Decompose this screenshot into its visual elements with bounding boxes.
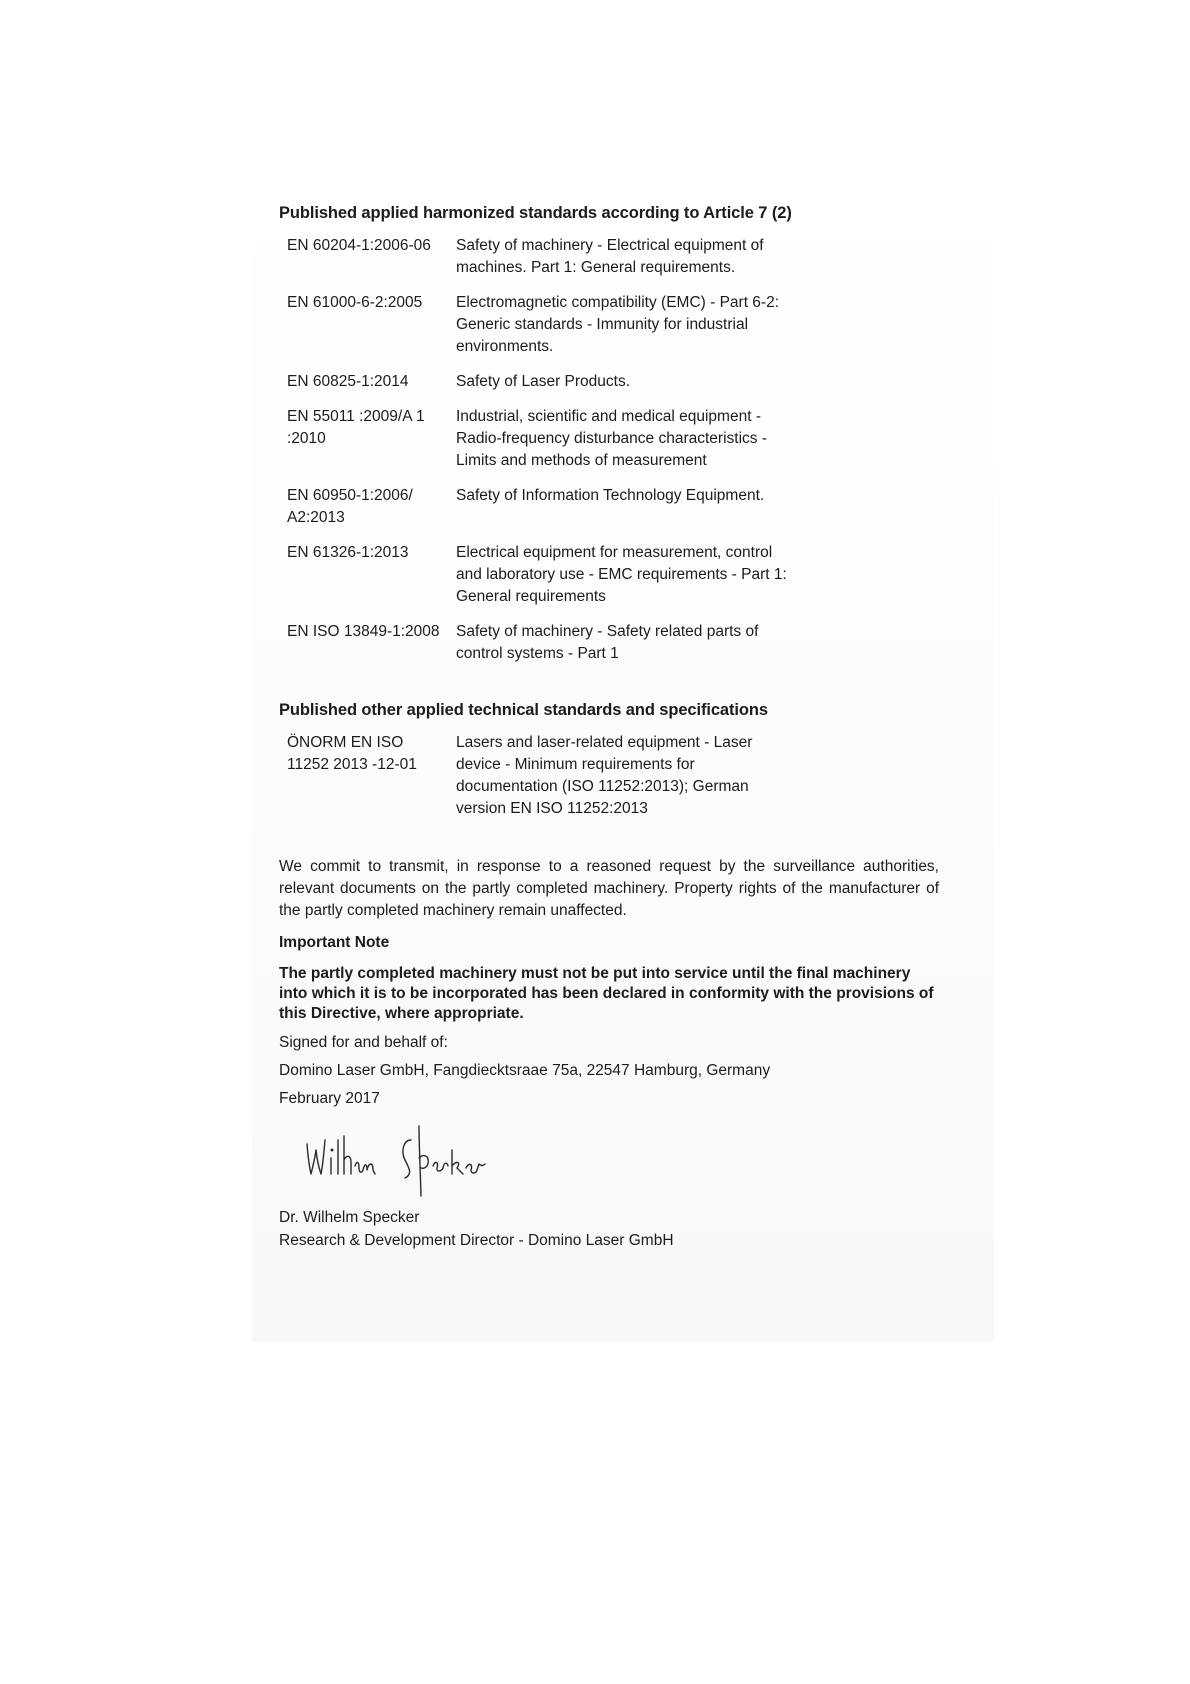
standard-description: Safety of machinery - Safety related parts of control systems - Part 1 bbox=[456, 623, 759, 662]
standard-row bbox=[287, 371, 959, 393]
signer-title: Research & Development Director - Domino Laser GmbH bbox=[279, 1232, 674, 1249]
handwritten-signature bbox=[301, 1122, 501, 1198]
signed-for-label: Signed for and behalf of: bbox=[279, 1034, 448, 1051]
standard-code: ÖNORM EN ISO 11252 2013 -12-01 bbox=[287, 734, 417, 773]
standard-row bbox=[287, 406, 959, 472]
standard-description: Safety of Information Technology Equipment. bbox=[456, 487, 765, 504]
important-note-title: Important Note bbox=[279, 934, 390, 951]
standard-row bbox=[287, 292, 959, 358]
document-date: February 2017 bbox=[279, 1090, 380, 1107]
standard-row bbox=[287, 621, 959, 665]
harmonized-standards-title: Published applied harmonized standards according to Article 7 (2) bbox=[279, 204, 792, 222]
standard-row bbox=[287, 235, 959, 279]
standard-code: EN 55011 :2009/A 1 :2010 bbox=[287, 408, 425, 447]
standard-description: Safety of Laser Products. bbox=[456, 373, 631, 390]
standard-code: EN 60825-1:2014 bbox=[287, 373, 409, 390]
standard-code: EN 61000-6-2:2005 bbox=[287, 294, 423, 311]
signer-name: Dr. Wilhelm Specker bbox=[279, 1209, 420, 1226]
standard-code: EN 61326-1:2013 bbox=[287, 544, 409, 561]
standard-description: Electromagnetic compatibility (EMC) - Part 6-2: Generic standards - Immunity for industrial environments. bbox=[456, 294, 780, 355]
signer-block bbox=[279, 1206, 959, 1252]
standard-code: EN 60950-1:2006/ A2:2013 bbox=[287, 487, 413, 526]
standard-description: Lasers and laser-related equipment - Laser device - Minimum requirements for documentation (ISO 11252:2013); German version EN ISO 11252:2013 bbox=[456, 734, 753, 817]
standard-row bbox=[287, 485, 959, 529]
standard-row bbox=[287, 732, 959, 820]
standard-code: EN ISO 13849-1:2008 bbox=[287, 623, 440, 640]
standard-description: Industrial, scientific and medical equipment - Radio-frequency disturbance characteristics - Limits and methods of measurement bbox=[456, 408, 767, 469]
harmonized-standards-table bbox=[287, 235, 959, 665]
document-content bbox=[279, 204, 959, 1252]
other-standards-title: Published other applied technical standards and specifications bbox=[279, 701, 768, 719]
standard-description: Safety of machinery - Electrical equipment of machines. Part 1: General requirements. bbox=[456, 237, 764, 276]
important-note-body: The partly completed machinery must not be put into service until the final machinery into which it is to be incorporated has been declared in conformity with the provisions of this Directive, where appropriate. bbox=[279, 965, 934, 1022]
standard-description: Electrical equipment for measurement, control and laboratory use - EMC requirements - Part 1: General requirements bbox=[456, 544, 787, 605]
other-standards-table bbox=[287, 732, 959, 820]
company-address: Domino Laser GmbH, Fangdiecktsraae 75a, 22547 Hamburg, Germany bbox=[279, 1062, 771, 1079]
commitment-paragraph: We commit to transmit, in response to a reasoned request by the surveillance authorities, relevant documents on the partly completed machinery. Property rights of the manufacturer of the partly completed machinery remain unaffected. bbox=[279, 858, 939, 919]
standard-row bbox=[287, 542, 959, 608]
standard-code: EN 60204-1:2006-06 bbox=[287, 237, 431, 254]
